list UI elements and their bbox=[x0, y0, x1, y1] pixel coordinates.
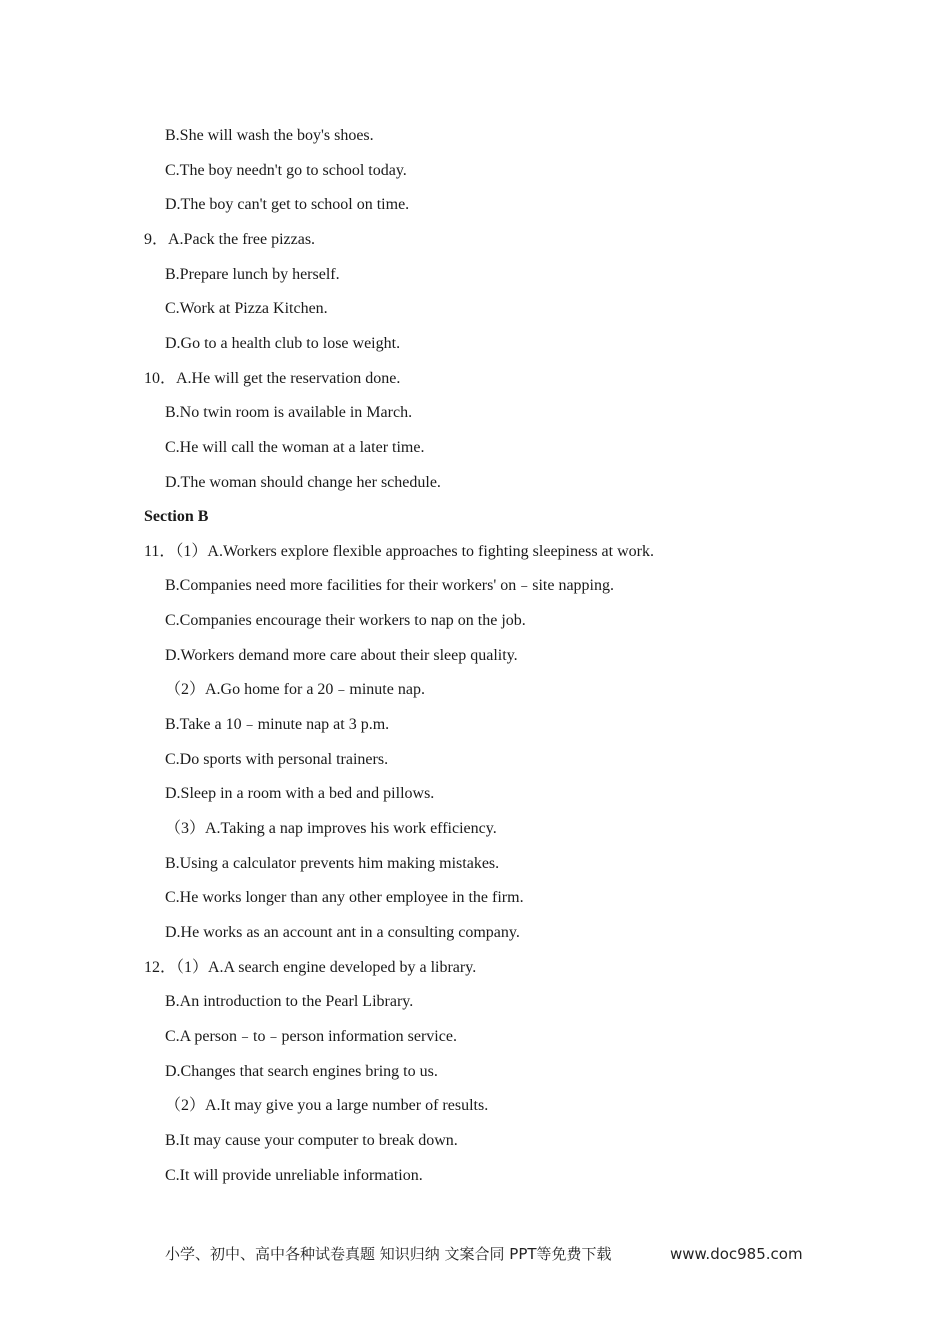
question-line: B.It may cause your computer to break down. bbox=[165, 1132, 458, 1149]
question-line: B.Companies need more facilities for their workers' on﹣site napping. bbox=[165, 577, 614, 594]
section-heading: Section B bbox=[144, 508, 209, 525]
question-line: D.Workers demand more care about their sleep quality. bbox=[165, 647, 518, 664]
question-line: D.He works as an account ant in a consulting company. bbox=[165, 924, 520, 941]
question-line: D.The boy can't get to school on time. bbox=[165, 196, 410, 213]
question-line: C.He works longer than any other employee in the firm. bbox=[165, 889, 524, 906]
question-line: （2）A.It may give you a large number of results. bbox=[165, 1097, 489, 1114]
question-line: B.She will wash the boy's shoes. bbox=[165, 127, 374, 144]
question-line: C.The boy needn't go to school today. bbox=[165, 162, 407, 179]
question-line: 9．A.Pack the free pizzas. bbox=[144, 231, 316, 248]
footer-site-link[interactable]: www.doc985.com bbox=[670, 1245, 803, 1263]
question-line: 11．（1）A.Workers explore flexible approaches to fighting sleepiness at work. bbox=[144, 543, 654, 560]
question-line: B.Using a calculator prevents him making mistakes. bbox=[165, 855, 500, 872]
question-line: D.Changes that search engines bring to us. bbox=[165, 1063, 438, 1080]
question-line: B.No twin room is available in March. bbox=[165, 404, 413, 421]
question-line: D.Sleep in a room with a bed and pillows. bbox=[165, 785, 435, 802]
question-line: B.An introduction to the Pearl Library. bbox=[165, 993, 414, 1010]
question-line: B.Prepare lunch by herself. bbox=[165, 266, 340, 283]
question-line: （2）A.Go home for a 20﹣minute nap. bbox=[165, 681, 425, 698]
question-line: C.Work at Pizza Kitchen. bbox=[165, 300, 328, 317]
question-line: D.Go to a health club to lose weight. bbox=[165, 335, 401, 352]
question-line: 12．（1）A.A search engine developed by a library. bbox=[144, 959, 477, 976]
question-line: B.Take a 10﹣minute nap at 3 p.m. bbox=[165, 716, 390, 733]
footer-text: 小学、初中、高中各种试卷真题 知识归纳 文案合同 PPT等免费下载 bbox=[165, 1245, 612, 1263]
question-line: C.Do sports with personal trainers. bbox=[165, 751, 389, 768]
question-line: C.Companies encourage their workers to nap on the job. bbox=[165, 612, 526, 629]
question-line: C.He will call the woman at a later time. bbox=[165, 439, 425, 456]
question-line: （3）A.Taking a nap improves his work efficiency. bbox=[165, 820, 497, 837]
question-line: C.It will provide unreliable information. bbox=[165, 1167, 423, 1184]
question-line: 10．A.He will get the reservation done. bbox=[144, 370, 401, 387]
page-footer bbox=[165, 1244, 805, 1264]
question-line: C.A person﹣to﹣person information service. bbox=[165, 1028, 457, 1045]
question-line: D.The woman should change her schedule. bbox=[165, 474, 441, 491]
